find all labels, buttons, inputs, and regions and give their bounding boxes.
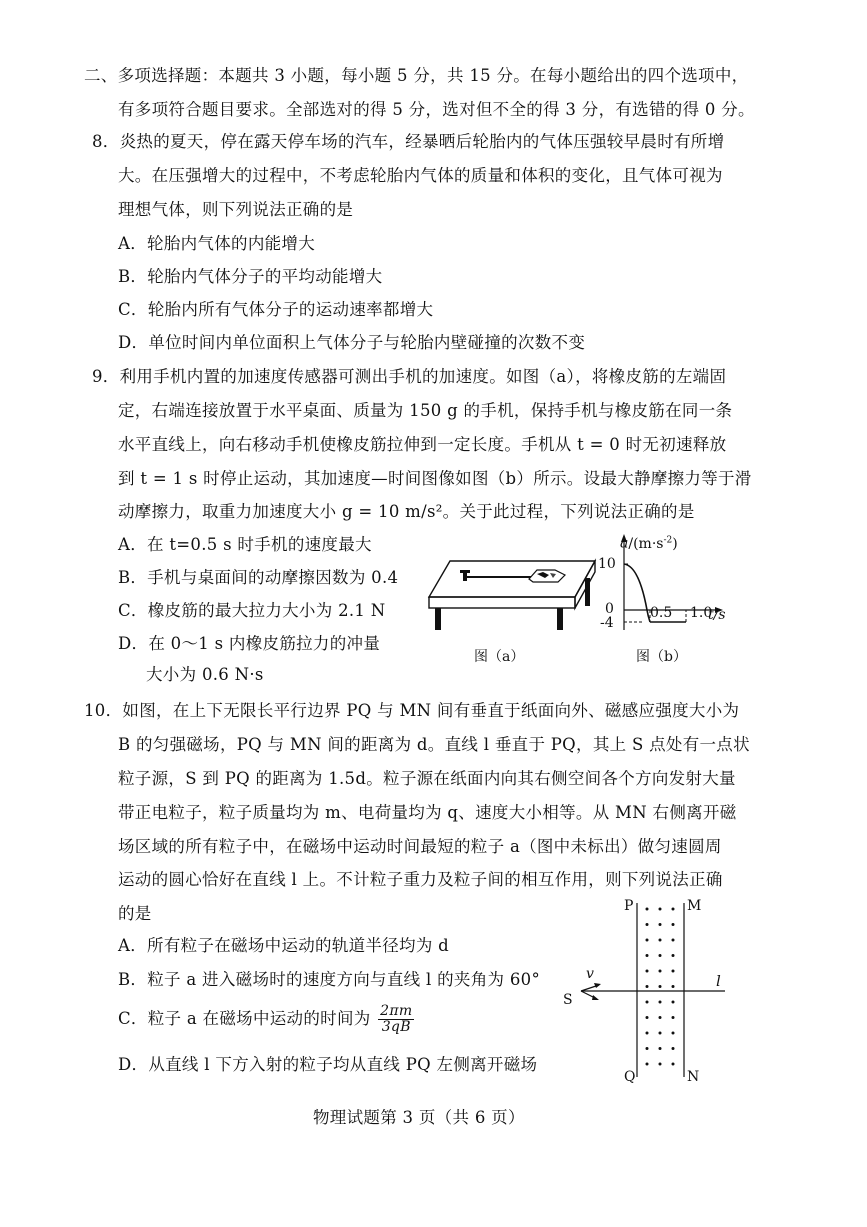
fraction-denominator: 3qB [381, 1019, 411, 1035]
field-dot [646, 1063, 649, 1066]
fraction-numerator: 2πm [380, 1003, 413, 1019]
field-dot [646, 1032, 649, 1035]
q9-option-d: D．在 0～1 s 内橡皮筋拉力的冲量 [118, 634, 381, 653]
q9-figure-a-caption: 图（a） [474, 649, 525, 665]
field-dot [659, 908, 662, 911]
graph-x-tick-1-0: 1.0 [690, 605, 713, 621]
q10-magnetic-field-diagram [555, 895, 740, 1090]
q9-option-b: B．手机与桌面间的动摩擦因数为 0.4 [118, 568, 399, 587]
field-dot [646, 939, 649, 942]
q8-option-c: C．轮胎内所有气体分子的运动速率都增大 [118, 300, 434, 319]
field-dots [646, 908, 675, 1066]
field-dot [646, 970, 649, 973]
phone-icon [529, 570, 565, 582]
field-dot [646, 1047, 649, 1050]
q10-option-c [118, 1004, 416, 1035]
graph-y-tick-10: 10 [598, 556, 616, 572]
field-dot [659, 970, 662, 973]
section-heading-line-2: 有多项符合题目要求。全部选对的得 5 分，选对但不全的得 3 分，有选错的得 0 分。 [118, 100, 755, 119]
field-dot [659, 1032, 662, 1035]
field-dot [646, 923, 649, 926]
q10-stem-line-1: 10．如图，在上下无限长平行边界 PQ 与 MN 间有垂直于纸面向外、磁感应强度大小为 [84, 701, 740, 720]
field-dot [672, 970, 675, 973]
q10-option-b: B．粒子 a 进入磁场时的速度方向与直线 l 的夹角为 60° [118, 970, 541, 989]
field-dot [646, 1016, 649, 1019]
q9-option-d-cont: 大小为 0.6 N·s [146, 665, 264, 684]
label-N: N [687, 1069, 700, 1085]
field-dot [659, 939, 662, 942]
field-dot [659, 954, 662, 957]
field-dot [659, 1001, 662, 1004]
q9-option-c: C．橡皮筋的最大拉力大小为 2.1 N [118, 601, 386, 620]
field-dot [672, 923, 675, 926]
field-dot [646, 1001, 649, 1004]
field-dot [659, 985, 662, 988]
field-dot [672, 1001, 675, 1004]
q9-stem-line-1: 9．利用手机内置的加速度传感器可测出手机的加速度。如图（a），将橡皮筋的左端固 [92, 367, 727, 386]
q8-stem-line-2: 大。在压强增大的过程中，不考虑轮胎内气体的质量和体积的变化，且气体可视为 [118, 166, 723, 185]
graph-y-tick-neg4: -4 [600, 615, 614, 631]
q9-stem-line-5: 动摩擦力，取重力加速度大小 g = 10 m/s²。关于此过程，下列说法正确的是 [118, 502, 695, 521]
q8-stem-line-3: 理想气体，则下列说法正确的是 [118, 200, 354, 219]
field-dot [646, 985, 649, 988]
q10-stem-line-6: 运动的圆心恰好在直线 l 上。不计粒子重力及粒子间的相互作用，则下列说法正确 [118, 870, 723, 889]
q9-stem-line-3: 水平直线上，向右移动手机使橡皮筋拉伸到一定长度。手机从 t = 0 时无初速释放 [118, 435, 727, 454]
label-S: S [563, 992, 573, 1008]
q10-option-c-fraction [378, 1004, 414, 1035]
q10-option-d: D．从直线 l 下方入射的粒子均从直线 PQ 左侧离开磁场 [118, 1055, 538, 1074]
page-footer: 物理试题第 3 页（共 6 页） [313, 1108, 525, 1127]
q10-stem-line-7: 的是 [118, 904, 152, 923]
field-dot [672, 954, 675, 957]
field-dot [646, 908, 649, 911]
graph-y-tick-0: 0 [605, 601, 614, 617]
q10-stem-line-3: 粒子源，S 到 PQ 的距离为 1.5d。粒子源在纸面内向其右侧空间各个方向发射大量 [118, 769, 736, 788]
label-Q: Q [624, 1069, 636, 1085]
q9-stem-line-4: 到 t = 1 s 时停止运动，其加速度—时间图像如图（b）所示。设最大静摩擦力等于滑 [118, 469, 752, 488]
q8-option-b: B．轮胎内气体分子的平均动能增大 [118, 267, 383, 286]
graph-y-axis-label: $a/(m\cdot s^{-2})$ [620, 535, 678, 552]
field-dot [672, 908, 675, 911]
label-P: P [624, 898, 634, 914]
field-dot [659, 1016, 662, 1019]
field-dot [672, 985, 675, 988]
graph-x-axis-label: t/s [708, 607, 726, 623]
q10-option-a: A．所有粒子在磁场中运动的轨道半径均为 d [118, 936, 450, 955]
field-dot [672, 939, 675, 942]
q9-figure-b-caption: 图（b） [636, 649, 687, 665]
field-dot [672, 1047, 675, 1050]
q8-stem-line-1: 8．炎热的夏天，停在露天停车场的汽车，经暴晒后轮胎内的气体压强较早晨时有所增 [92, 132, 725, 151]
field-dot [672, 1063, 675, 1066]
field-dot [646, 954, 649, 957]
q9-option-a: A．在 t=0.5 s 时手机的速度最大 [118, 535, 372, 554]
q9-figure-a-table [425, 555, 600, 635]
q8-option-a: A．轮胎内气体的内能增大 [118, 234, 316, 253]
q10-stem-line-2: B 的匀强磁场，PQ 与 MN 间的距离为 d。直线 l 垂直于 PQ，其上 S 点处有一点状 [118, 735, 750, 754]
section-heading-line-1: 二、多项选择题：本题共 3 小题，每小题 5 分，共 15 分。在每小题给出的四个选项中， [84, 66, 749, 85]
q10-stem-line-4: 带正电粒子，粒子质量均为 m、电荷量均为 q、速度大小相等。从 MN 右侧离开磁 [118, 803, 737, 822]
q10-stem-line-5: 场区域的所有粒子中，在磁场中运动时间最短的粒子 a（图中未标出）做匀速圆周 [118, 837, 722, 856]
q8-option-d: D．单位时间内单位面积上气体分子与轮胎内壁碰撞的次数不变 [118, 333, 586, 352]
field-dot [659, 923, 662, 926]
q10-option-c-text: C．粒子 a 在磁场中运动的时间为 [118, 1009, 371, 1028]
label-l: l [716, 972, 721, 990]
label-v: v [586, 966, 594, 982]
graph-x-tick-0-5: 0.5 [650, 605, 673, 621]
field-dot [659, 1063, 662, 1066]
q9-stem-line-2: 定，右端连接放置于水平桌面、质量为 150 g 的手机，保持手机与橡皮筋在同一条 [118, 401, 733, 420]
label-M: M [687, 898, 702, 914]
field-dot [672, 1016, 675, 1019]
field-dot [672, 1032, 675, 1035]
field-dot [659, 1047, 662, 1050]
